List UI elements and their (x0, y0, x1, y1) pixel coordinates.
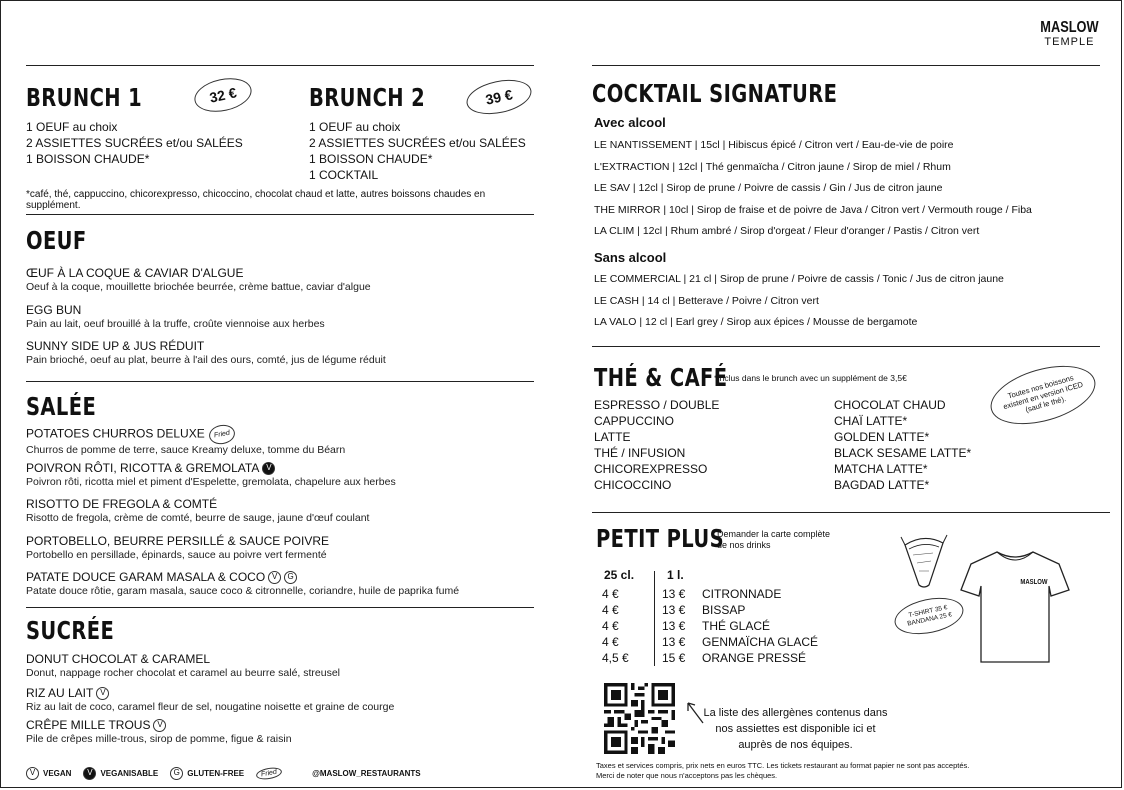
merch-stamp: T-SHIRT 35 € BANDANA 25 € (891, 592, 967, 640)
list-item: BLACK SESAME LATTE* (834, 446, 972, 460)
salee-title: SALÉE (26, 392, 97, 421)
list-item: 2 ASSIETTES SUCRÉES et/ou SALÉES (26, 136, 243, 150)
list-item: CHAÏ LATTE* (834, 414, 908, 428)
item-name: SUNNY SIDE UP & JUS RÉDUIT (26, 339, 205, 353)
list-item: BAGDAD LATTE* (834, 478, 930, 492)
list-item: 1 OEUF au choix (26, 120, 118, 134)
sucree-item (26, 686, 394, 714)
vegan-icon: V (153, 719, 166, 732)
oeuf-title: OEUF (26, 226, 87, 255)
brunch1-price: 32 € (191, 73, 254, 116)
table-row: 4 € 13 € GENMAÏCHA GLACÉ (602, 635, 819, 649)
allergens-note: La liste des allergènes contenus dans nos assiettes est disponible ici et auprès de nos équipes. (703, 707, 888, 751)
list-item: THÉ / INFUSION (594, 446, 686, 460)
list-item: LE NANTISSEMENT | 15cl | Hibiscus épicé / Citron vert / Eau-de-vie de poire (594, 139, 954, 151)
list-item: LE COMMERCIAL | 21 cl | Sirop de prune / Poivre de cassis / Tonic / Jus de citron jaune (594, 273, 1004, 285)
sans-alcool-title: Sans alcool (594, 250, 667, 265)
list-item: LATTE (594, 430, 631, 444)
divider (26, 607, 534, 608)
list-item: LA CLIM | 12cl | Rhum ambré / Sirop d'orgeat / Fleur d'oranger / Pastis / Citron vert (594, 225, 980, 237)
oeuf-item (26, 303, 325, 331)
item-name: ŒUF À LA COQUE & CAVIAR D'ALGUE (26, 266, 244, 280)
arrow-icon (685, 699, 705, 725)
footer (596, 761, 969, 781)
item-name: CRÊPE MILLE TROUS V (26, 718, 292, 733)
brunch1-items (26, 119, 243, 167)
salee-item (26, 534, 329, 562)
vegan-icon: V (26, 767, 39, 780)
gluten-free-icon: G (170, 767, 183, 780)
item-desc: Churros de pomme de terre, sauce Kreamy deluxe, tomme du Béarn (26, 444, 346, 456)
list-item: THE MIRROR | 10cl | Sirop de fraise et de poivre de Java / Citron vert / Vermouth rouge / Fiba (594, 203, 1032, 216)
list-item: 1 OEUF au choix (309, 120, 401, 134)
the-cafe-note: *Inclus dans le brunch avec un supplément de 3,5€ (714, 373, 907, 383)
footer-line2: Merci de noter que nous n'acceptons pas les chèques. (596, 771, 778, 780)
legend-gluten: GLUTEN-FREE (187, 769, 245, 778)
list-item: 1 BOISSON CHAUDE* (26, 152, 150, 166)
list-item: GOLDEN LATTE* (834, 430, 930, 444)
brunch2-title: BRUNCH 2 (309, 83, 426, 112)
list-item: CHOCOLAT CHAUD (834, 398, 946, 412)
list-item: CAPPUCCINO (594, 414, 675, 428)
salee-item (26, 425, 345, 457)
logo (1033, 21, 1106, 49)
table-row: 4 € 13 € BISSAP (602, 603, 746, 617)
divider (592, 346, 1100, 347)
brunch2-items (309, 119, 526, 183)
petit-plus-table (602, 586, 842, 666)
logo-line2: TEMPLE (1044, 36, 1095, 48)
divider (26, 65, 534, 66)
the-cafe-col1 (594, 397, 719, 493)
item-name: EGG BUN (26, 303, 82, 317)
item-desc: Donut, nappage rocher chocolat et caramel au beurre salé, streusel (26, 667, 341, 679)
fried-badge: Fried (255, 766, 282, 781)
salee-item (26, 570, 459, 598)
item-name: RIZ AU LAIT V (26, 686, 394, 701)
petit-plus-subtitle: Demander la carte complète de nos drinks (717, 529, 831, 550)
the-cafe-col2 (834, 397, 971, 493)
item-name: DONUT CHOCOLAT & CARAMEL (26, 652, 211, 666)
sucree-item (26, 718, 292, 746)
oeuf-item (26, 266, 371, 294)
qr-code-icon (604, 683, 675, 754)
sucree-item (26, 652, 340, 680)
vegan-icon: V (96, 687, 109, 700)
logo-line1: MASLOW (1040, 19, 1099, 36)
list-item: LE CASH | 14 cl | Betterave / Poivre / Citron vert (594, 294, 819, 307)
list-item: MATCHA LATTE* (834, 462, 928, 476)
item-desc: Oeuf à la coque, mouillette briochée beurrée, crème battue, caviar d'algue (26, 281, 371, 293)
table-row: 4,5 € 15 € ORANGE PRESSÉ (602, 651, 807, 665)
legend (26, 767, 421, 780)
item-desc: Patate douce rôtie, garam masala, sauce coco & citronnelle, coriandre, huile de paprika fumé (26, 585, 460, 597)
divider (592, 512, 1110, 513)
veganisable-icon: V (262, 462, 275, 475)
gluten-free-icon: G (284, 571, 297, 584)
list-item: L'EXTRACTION | 12cl | Thé genmaïcha / Citron jaune / Sirop de miel / Rhum (594, 160, 951, 173)
the-cafe-title: THÉ & CAFÉ (594, 363, 728, 392)
list-item: 1 BOISSON CHAUDE* (309, 152, 433, 166)
fried-badge: Fried (207, 423, 236, 446)
header-25cl: 25 cl. (604, 568, 635, 582)
divider (592, 65, 1100, 66)
tshirt-print: MASLOW (1020, 579, 1048, 586)
list-item: 2 ASSIETTES SUCRÉES et/ou SALÉES (309, 136, 526, 150)
sucree-title: SUCRÉE (26, 616, 115, 645)
list-item: LE SAV | 12cl | Sirop de prune / Poivre de cassis / Gin / Jus de citron jaune (594, 182, 943, 194)
list-item: CHICOREXPRESSO (594, 462, 708, 476)
vegan-icon: V (268, 571, 281, 584)
legend-vegan: VEGAN (43, 769, 72, 778)
iced-stamp: Toutes nos boissons existent en version ICED (sauf le thé). (984, 355, 1102, 435)
divider (26, 381, 534, 382)
list-item: LA VALO | 12 cl | Earl grey / Sirop aux épices / Mousse de bergamote (594, 316, 918, 328)
item-name: RISOTTO DE FREGOLA & COMTÉ (26, 497, 218, 511)
salee-item (26, 461, 396, 489)
item-desc: Pain au lait, oeuf brouillé à la truffe, croûte viennoise aux herbes (26, 318, 325, 330)
item-desc: Pain brioché, oeuf au plat, beurre à l'ail des ours, comté, jus de légume réduit (26, 354, 386, 366)
header-1l: 1 l. (667, 568, 684, 582)
list-item: 1 COCKTAIL (309, 168, 379, 182)
petit-plus-title: PETIT PLUS (596, 524, 725, 553)
footer-line1: Taxes et services compris, prix nets en euros TTC. Les tickets restaurant au format papier ne sont pas acceptés. (596, 761, 970, 770)
brunch2-price: 39 € (463, 74, 534, 119)
item-desc: Pile de crêpes mille-trous, sirop de pomme, figue & raisin (26, 733, 292, 745)
avec-list (594, 135, 1032, 243)
item-name: POIVRON RÔTI, RICOTTA & GREMOLATA V (26, 461, 396, 476)
list-item: ESPRESSO / DOUBLE (594, 398, 720, 412)
item-desc: Poivron rôti, ricotta miel et piment d'Espelette, gremolata, chapelure aux herbes (26, 476, 396, 488)
list-item: CHICOCCINO (594, 478, 672, 492)
salee-item (26, 497, 369, 525)
sans-list (594, 269, 1004, 334)
item-name: PORTOBELLO, BEURRE PERSILLÉ & SAUCE POIVRE (26, 534, 329, 548)
veganisable-icon: V (83, 767, 96, 780)
tshirt-icon (959, 546, 1071, 666)
table-row: 4 € 13 € CITRONNADE (602, 587, 782, 601)
cocktail-title: COCKTAIL SIGNATURE (592, 79, 838, 108)
bandana-icon (899, 531, 949, 591)
legend-veganisable: VEGANISABLE (100, 769, 159, 778)
brunch1-title: BRUNCH 1 (26, 83, 143, 112)
item-desc: Risotto de fregola, crème de comté, beurre de sauge, jaune d'œuf coulant (26, 512, 370, 524)
brunch-note: *café, thé, cappuccino, chicorexpresso, chicoccino, chocolat chaud et latte, autres boissons chaudes en supplément. (26, 189, 486, 211)
item-desc: Portobello en persillade, épinards, sauce au poivre vert fermenté (26, 549, 327, 561)
instagram-handle: @MASLOW_RESTAURANTS (312, 769, 421, 778)
item-name: PATATE DOUCE GARAM MASALA & COCO V G (26, 570, 459, 585)
avec-alcool-title: Avec alcool (594, 115, 666, 130)
item-name: POTATOES CHURROS DELUXE Fried (26, 425, 345, 444)
table-row: 4 € 13 € THÉ GLACÉ (602, 619, 771, 633)
oeuf-item (26, 339, 386, 367)
divider (26, 214, 534, 215)
item-desc: Riz au lait de coco, caramel fleur de sel, nougatine noisette et graine de courge (26, 701, 395, 713)
